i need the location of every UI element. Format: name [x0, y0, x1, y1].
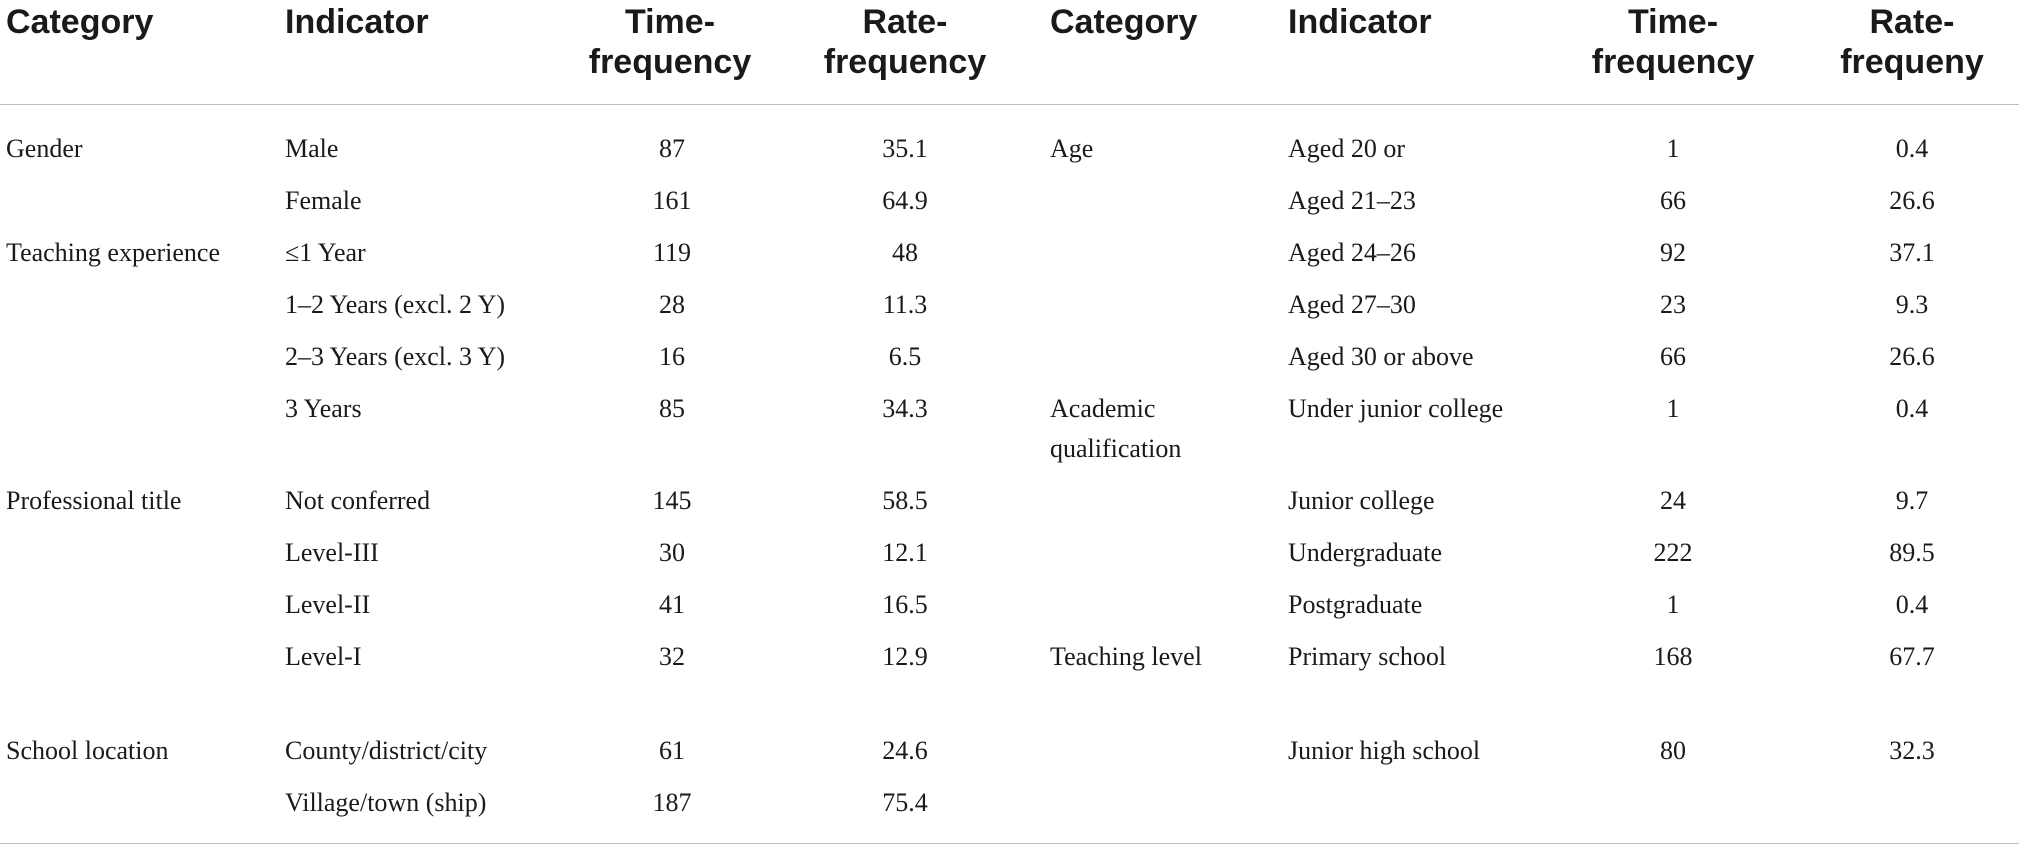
header-rate-frequency-right-line1: Rate- [1869, 3, 1955, 41]
header-time-frequency-left-line1: Time- [624, 3, 716, 41]
header-divider [0, 104, 2019, 105]
left-row-11-category: School location [6, 736, 169, 765]
right-row-6-time: 1 [1666, 394, 1680, 423]
right-row-4-rate: 9.3 [1895, 290, 1929, 319]
header-rate-frequency-left-line1: Rate- [862, 3, 948, 41]
header-category-right: Category [1050, 3, 1198, 41]
header-time-frequency-left-line2: frequency [588, 43, 752, 81]
left-row-6-rate: 34.3 [882, 394, 928, 423]
left-row-9-indicator: Level-II [285, 590, 371, 619]
header-category-left: Category [6, 3, 154, 41]
left-row-1-category: Gender [6, 134, 83, 163]
left-row-6-indicator: 3 Years [285, 394, 362, 423]
left-row-1-rate: 35.1 [882, 134, 928, 163]
left-row-3-category: Teaching experience [6, 238, 220, 267]
left-row-7-indicator: Not conferred [285, 486, 431, 515]
right-row-3-indicator: Aged 24–26 [1288, 238, 1416, 267]
header-time-frequency-right-line2: frequency [1591, 43, 1755, 81]
left-row-8-time: 30 [659, 538, 685, 567]
right-row-3-rate: 37.1 [1889, 238, 1935, 267]
left-row-10-rate: 12.9 [882, 642, 928, 671]
header-rate-frequency-right [1812, 2, 2012, 82]
header-time-frequency-left [570, 2, 770, 82]
table-bottom-rule [0, 843, 2019, 844]
left-row-1-time: 87 [659, 134, 685, 163]
header-time-frequency-right-line1: Time- [1627, 3, 1719, 41]
left-row-7-time: 145 [652, 486, 692, 515]
left-row-6-time: 85 [659, 394, 685, 423]
right-row-1-time: 1 [1666, 134, 1680, 163]
right-row-6-indicator: Under junior college [1288, 394, 1504, 423]
left-row-2-rate: 64.9 [882, 186, 928, 215]
right-row-10-indicator: Primary school [1288, 642, 1447, 671]
left-row-4-rate: 11.3 [882, 290, 928, 319]
right-row-10-rate: 67.7 [1889, 642, 1935, 671]
right-row-8-rate: 89.5 [1889, 538, 1935, 567]
header-indicator-right: Indicator [1288, 3, 1432, 41]
left-row-10-indicator: Level-I [285, 642, 362, 671]
left-row-5-time: 16 [659, 342, 685, 371]
left-row-5-rate: 6.5 [888, 342, 922, 371]
right-row-2-indicator: Aged 21–23 [1288, 186, 1416, 215]
left-row-12-rate: 75.4 [882, 788, 928, 817]
left-row-10-time: 32 [659, 642, 685, 671]
header-rate-frequency-right-line2: frequeny [1840, 43, 1984, 81]
right-row-11-rate: 32.3 [1889, 736, 1935, 765]
right-row-7-rate: 9.7 [1895, 486, 1929, 515]
left-row-11-indicator: County/district/city [285, 736, 488, 765]
left-row-2-time: 161 [652, 186, 692, 215]
left-row-3-indicator: ≤1 Year [285, 238, 366, 267]
left-row-2-indicator: Female [285, 186, 362, 215]
right-row-11-indicator: Junior high school [1288, 736, 1481, 765]
left-row-4-indicator: 1–2 Years (excl. 2 Y) [285, 290, 505, 319]
left-row-3-rate: 48 [892, 238, 918, 267]
right-row-5-time: 66 [1660, 342, 1686, 371]
right-row-8-time: 222 [1653, 538, 1693, 567]
right-row-3-time: 92 [1660, 238, 1686, 267]
right-row-1-category: Age [1050, 134, 1094, 163]
header-rate-frequency-left [805, 2, 1005, 82]
right-row-4-time: 23 [1660, 290, 1686, 319]
left-row-12-indicator: Village/town (ship) [285, 788, 487, 817]
right-row-5-rate: 26.6 [1889, 342, 1935, 371]
right-row-10-time: 168 [1653, 642, 1693, 671]
left-row-9-time: 41 [659, 590, 685, 619]
right-row-7-time: 24 [1660, 486, 1686, 515]
left-row-4-time: 28 [659, 290, 685, 319]
right-row-9-rate: 0.4 [1895, 590, 1929, 619]
right-row-6-category: Academic qualification [1050, 394, 1182, 463]
right-row-9-time: 1 [1666, 590, 1680, 619]
right-row-6-rate: 0.4 [1895, 394, 1929, 423]
right-row-2-time: 66 [1660, 186, 1686, 215]
header-time-frequency-right [1573, 2, 1773, 82]
right-row-1-rate: 0.4 [1895, 134, 1929, 163]
left-row-11-time: 61 [659, 736, 685, 765]
right-row-4-indicator: Aged 27–30 [1288, 290, 1416, 319]
right-row-8-indicator: Undergraduate [1288, 538, 1443, 567]
right-row-2-rate: 26.6 [1889, 186, 1935, 215]
left-row-8-indicator: Level-III [285, 538, 379, 567]
right-row-1-indicator: Aged 20 or [1288, 134, 1405, 163]
left-row-7-rate: 58.5 [882, 486, 928, 515]
right-row-10-category: Teaching level [1050, 642, 1202, 671]
left-row-12-time: 187 [652, 788, 692, 817]
left-row-11-rate: 24.6 [882, 736, 928, 765]
header-rate-frequency-left-line2: frequency [823, 43, 987, 81]
right-row-9-indicator: Postgraduate [1288, 590, 1423, 619]
right-row-11-time: 80 [1660, 736, 1686, 765]
left-row-3-time: 119 [652, 238, 692, 267]
right-row-5-indicator: Aged 30 or above [1288, 342, 1474, 371]
left-row-7-category: Professional title [6, 486, 182, 515]
left-row-9-rate: 16.5 [882, 590, 928, 619]
left-row-1-indicator: Male [285, 134, 339, 163]
header-indicator-left: Indicator [285, 3, 429, 41]
left-row-5-indicator: 2–3 Years (excl. 3 Y) [285, 342, 505, 371]
right-row-7-indicator: Junior college [1288, 486, 1435, 515]
left-row-8-rate: 12.1 [882, 538, 928, 567]
